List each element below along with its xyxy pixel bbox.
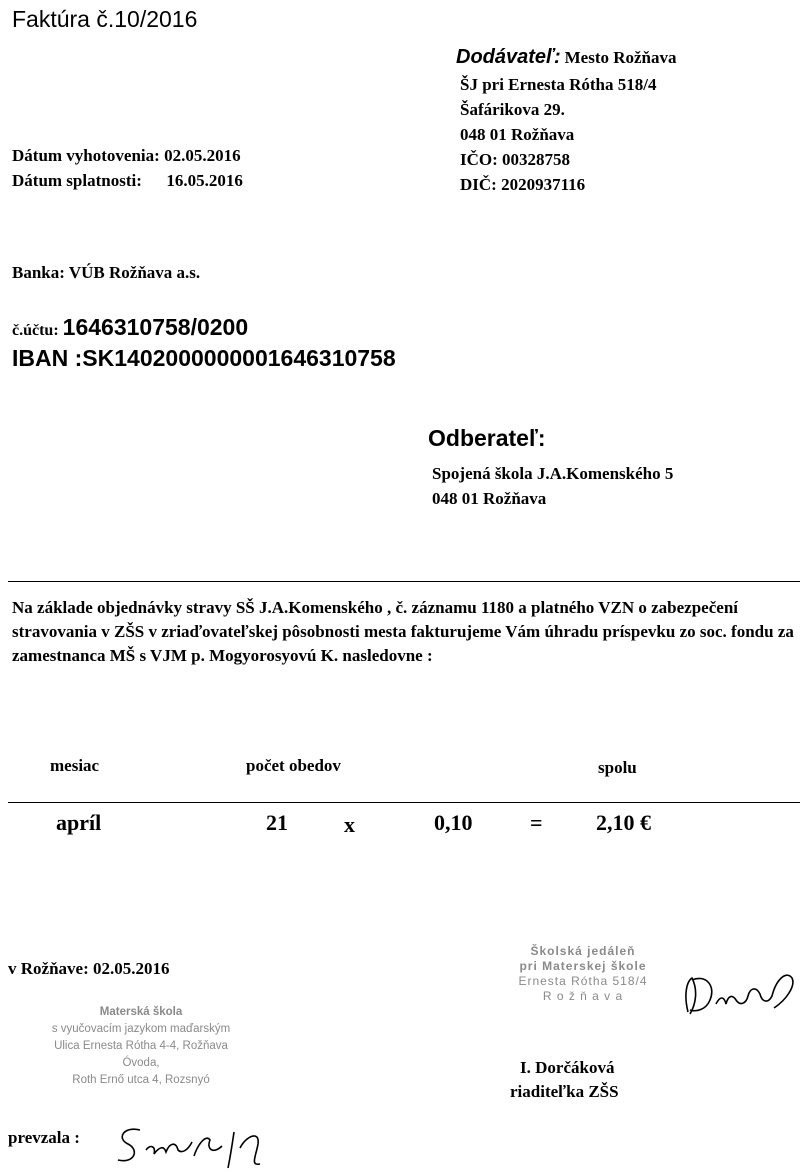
supplier-dic: DIČ: 2020937116 [460,175,586,194]
invoice-dates [12,143,243,193]
recipient-signature [110,1120,290,1170]
supplier-line: Šafárikova 29. [460,100,565,119]
row-count: 21 [266,810,288,835]
iban-number: SK1402000000001646310758 [82,345,396,371]
table-divider [8,802,800,803]
signer-role: riaditeľka ZŠS [510,1082,619,1101]
stamp-line: s vyučovacím jazykom maďarským [51,1023,231,1035]
customer-address [432,461,673,511]
received-label: prevzala : [8,1128,80,1147]
row-price: 0,10 [434,810,473,835]
due-date: 16.05.2016 [166,171,243,190]
signer-name: I. Dorčáková [520,1058,615,1077]
due-date-label: Dátum splatnosti: [12,171,142,190]
stamp-line: Roth Ernő utca 4, Rozsnyó [72,1074,210,1086]
bank-name: Banka: VÚB Rožňava a.s. [12,263,201,282]
place-date: v Rožňave: 02.05.2016 [8,959,170,978]
iban-label: IBAN : [12,345,83,371]
supplier-line: 048 01 Rožňava [460,125,575,144]
kitchen-stamp [490,944,676,1004]
stamp-line: Materská škola [99,1006,183,1018]
customer-line: Spojená škola J.A.Komenského 5 [432,464,674,483]
stamp-line: pri Materskej škole [519,959,647,973]
supplier-label: Dodávateľ: [456,46,561,68]
row-times: x [344,812,355,837]
supplier-ico: IČO: 00328758 [460,150,571,169]
supplier-header [456,46,677,69]
account-number: 1646310758/0200 [62,314,249,340]
supplier-address [460,72,656,197]
kindergarten-stamp [16,1004,266,1089]
header-month: mesiac [50,756,100,775]
invoice-title: Faktúra č.10/2016 [12,6,198,32]
issue-date-label: Dátum vyhotovenia: [12,146,160,165]
stamp-line: Ulica Ernesta Rótha 4-4, Rožňava [54,1040,228,1052]
row-total: 2,10 € [596,810,651,835]
supplier-name: Mesto Rožňava [564,48,677,67]
issue-date-row [12,143,243,168]
issue-date: 02.05.2016 [164,146,241,165]
body-text: Na základe objednávky stravy SŠ J.A.Komenského , č. záznamu 1180 a platného VZN o zabezpečení stravovania v ZŠS v zriaďovateľskej pôsobnosti mesta fakturujeme Vám úhradu príspevku zo soc. fondu za zamestnanca MŠ s VJM p. Mogyorosyovú K. nasledovne : [12,598,794,665]
account-row [12,314,248,341]
stamp-line: Óvoda, [122,1057,160,1069]
due-date-row [12,168,243,193]
header-total: spolu [598,758,637,777]
customer-line: 048 01 Rožňava [432,489,547,508]
row-month: apríl [56,810,102,835]
customer-label: Odberateľ: [428,425,546,451]
stamp-line: R o ž ň a v a [542,989,624,1003]
header-count: počet obedov [246,756,341,775]
director-signature [676,960,796,1020]
supplier-line: ŠJ pri Ernesta Rótha 518/4 [460,75,657,94]
stamp-line: Školská jedáleň [530,944,636,958]
iban-row [12,345,396,372]
account-label: č.účtu: [12,322,59,339]
divider [8,581,800,582]
stamp-line: Ernesta Rótha 518/4 [518,974,648,988]
row-equals: = [530,810,543,835]
